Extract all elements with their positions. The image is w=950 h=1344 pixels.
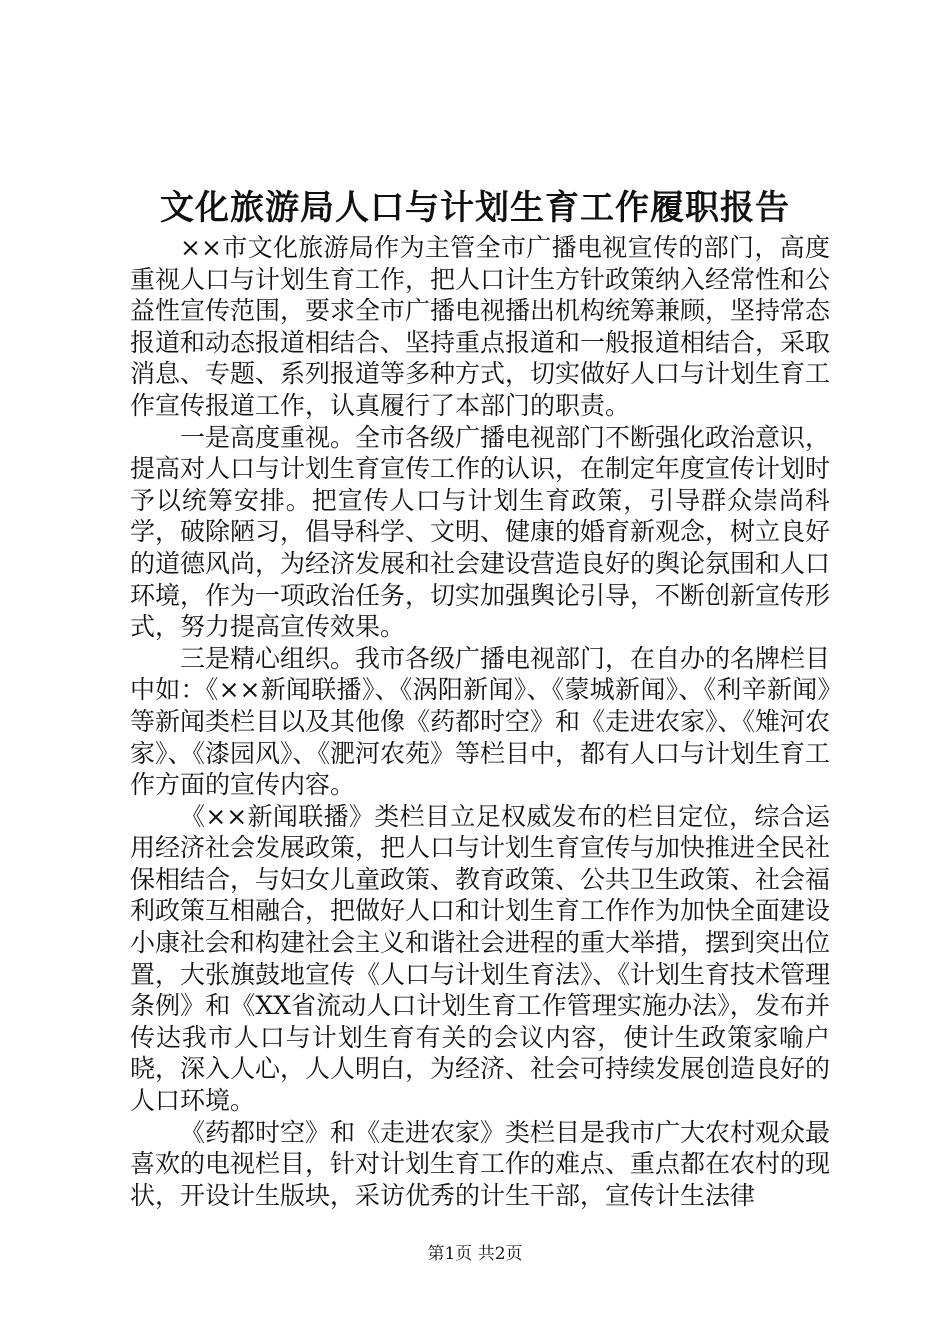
paragraph-news-program: 《××新闻联播》类栏目立足权威发布的栏目定位，综合运用经济社会发展政策，把人口与计划生育宣传与加快推进全民社保相结合，与妇女儿童政策、教育政策、公共卫生政策、社会福利政策互相融合，把做好人口和计划生育工作作为加快全面建设小康社会和构建社会主义和谐社会进程的重大举措，摆到突出位置，大张旗鼓地宣传《人口与计划生育法》、《计划生育技术管理条例》和《XX省流动人口计划生育工作管理实施办法》，发布并传达我市人口与计划生育有关的会议内容，使计生政策家喻户晓，深入人心，人人明白，为经济、社会可持续发展创造良好的人口环境。 [130, 801, 831, 1116]
paragraph-intro: ××市文化旅游局作为主管全市广播电视宣传的部门，高度重视人口与计划生育工作，把人口计生方针政策纳入经常性和公益性宣传范围，要求全市广播电视播出机构统筹兼顾，坚持常态报道和动态报道相结合、坚持重点报道和一般报道相结合，采取消息、专题、系列报道等多种方式，切实做好人口与计划生育工作宣传报道工作，认真履行了本部门的职责。 [130, 233, 831, 420]
document-body [130, 232, 830, 1211]
paragraph-point-three: 三是精心组织。我市各级广播电视部门，在自办的名牌栏目中如：《××新闻联播》、《涡阳新闻》、《蒙城新闻》、《利辛新闻》等新闻类栏目以及其他像《药都时空》和《走进农家》、《雉河农家》、《漆园风》、《淝河农苑》等栏目中，都有人口与计划生育工作方面的宣传内容。 [130, 643, 831, 800]
page-footer: 第1页 共2页 [427, 1244, 523, 1264]
paragraph-point-one: 一是高度重视。全市各级广播电视部门不断强化政治意识，提高对人口与计划生育宣传工作的认识，在制定年度宣传计划时予以统筹安排。把宣传人口与计划生育政策，引导群众崇尚科学，破除陋习，倡导科学、文明、健康的婚育新观念，树立良好的道德风尚，为经济发展和社会建设营造良好的舆论氛围和人口环境，作为一项政治任务，切实加强舆论引导，不断创新宣传形式，努力提高宣传效果。 [130, 422, 831, 642]
document-title: 文化旅游局人口与计划生育工作履职报告 [160, 188, 790, 228]
paragraph-rural-program: 《药都时空》和《走进农家》类栏目是我市广大农村观众最喜欢的电视栏目，针对计划生育工作的难点、重点都在农村的现状，开设计生版块，采访优秀的计生干部，宣传计生法律 [130, 1117, 831, 1210]
